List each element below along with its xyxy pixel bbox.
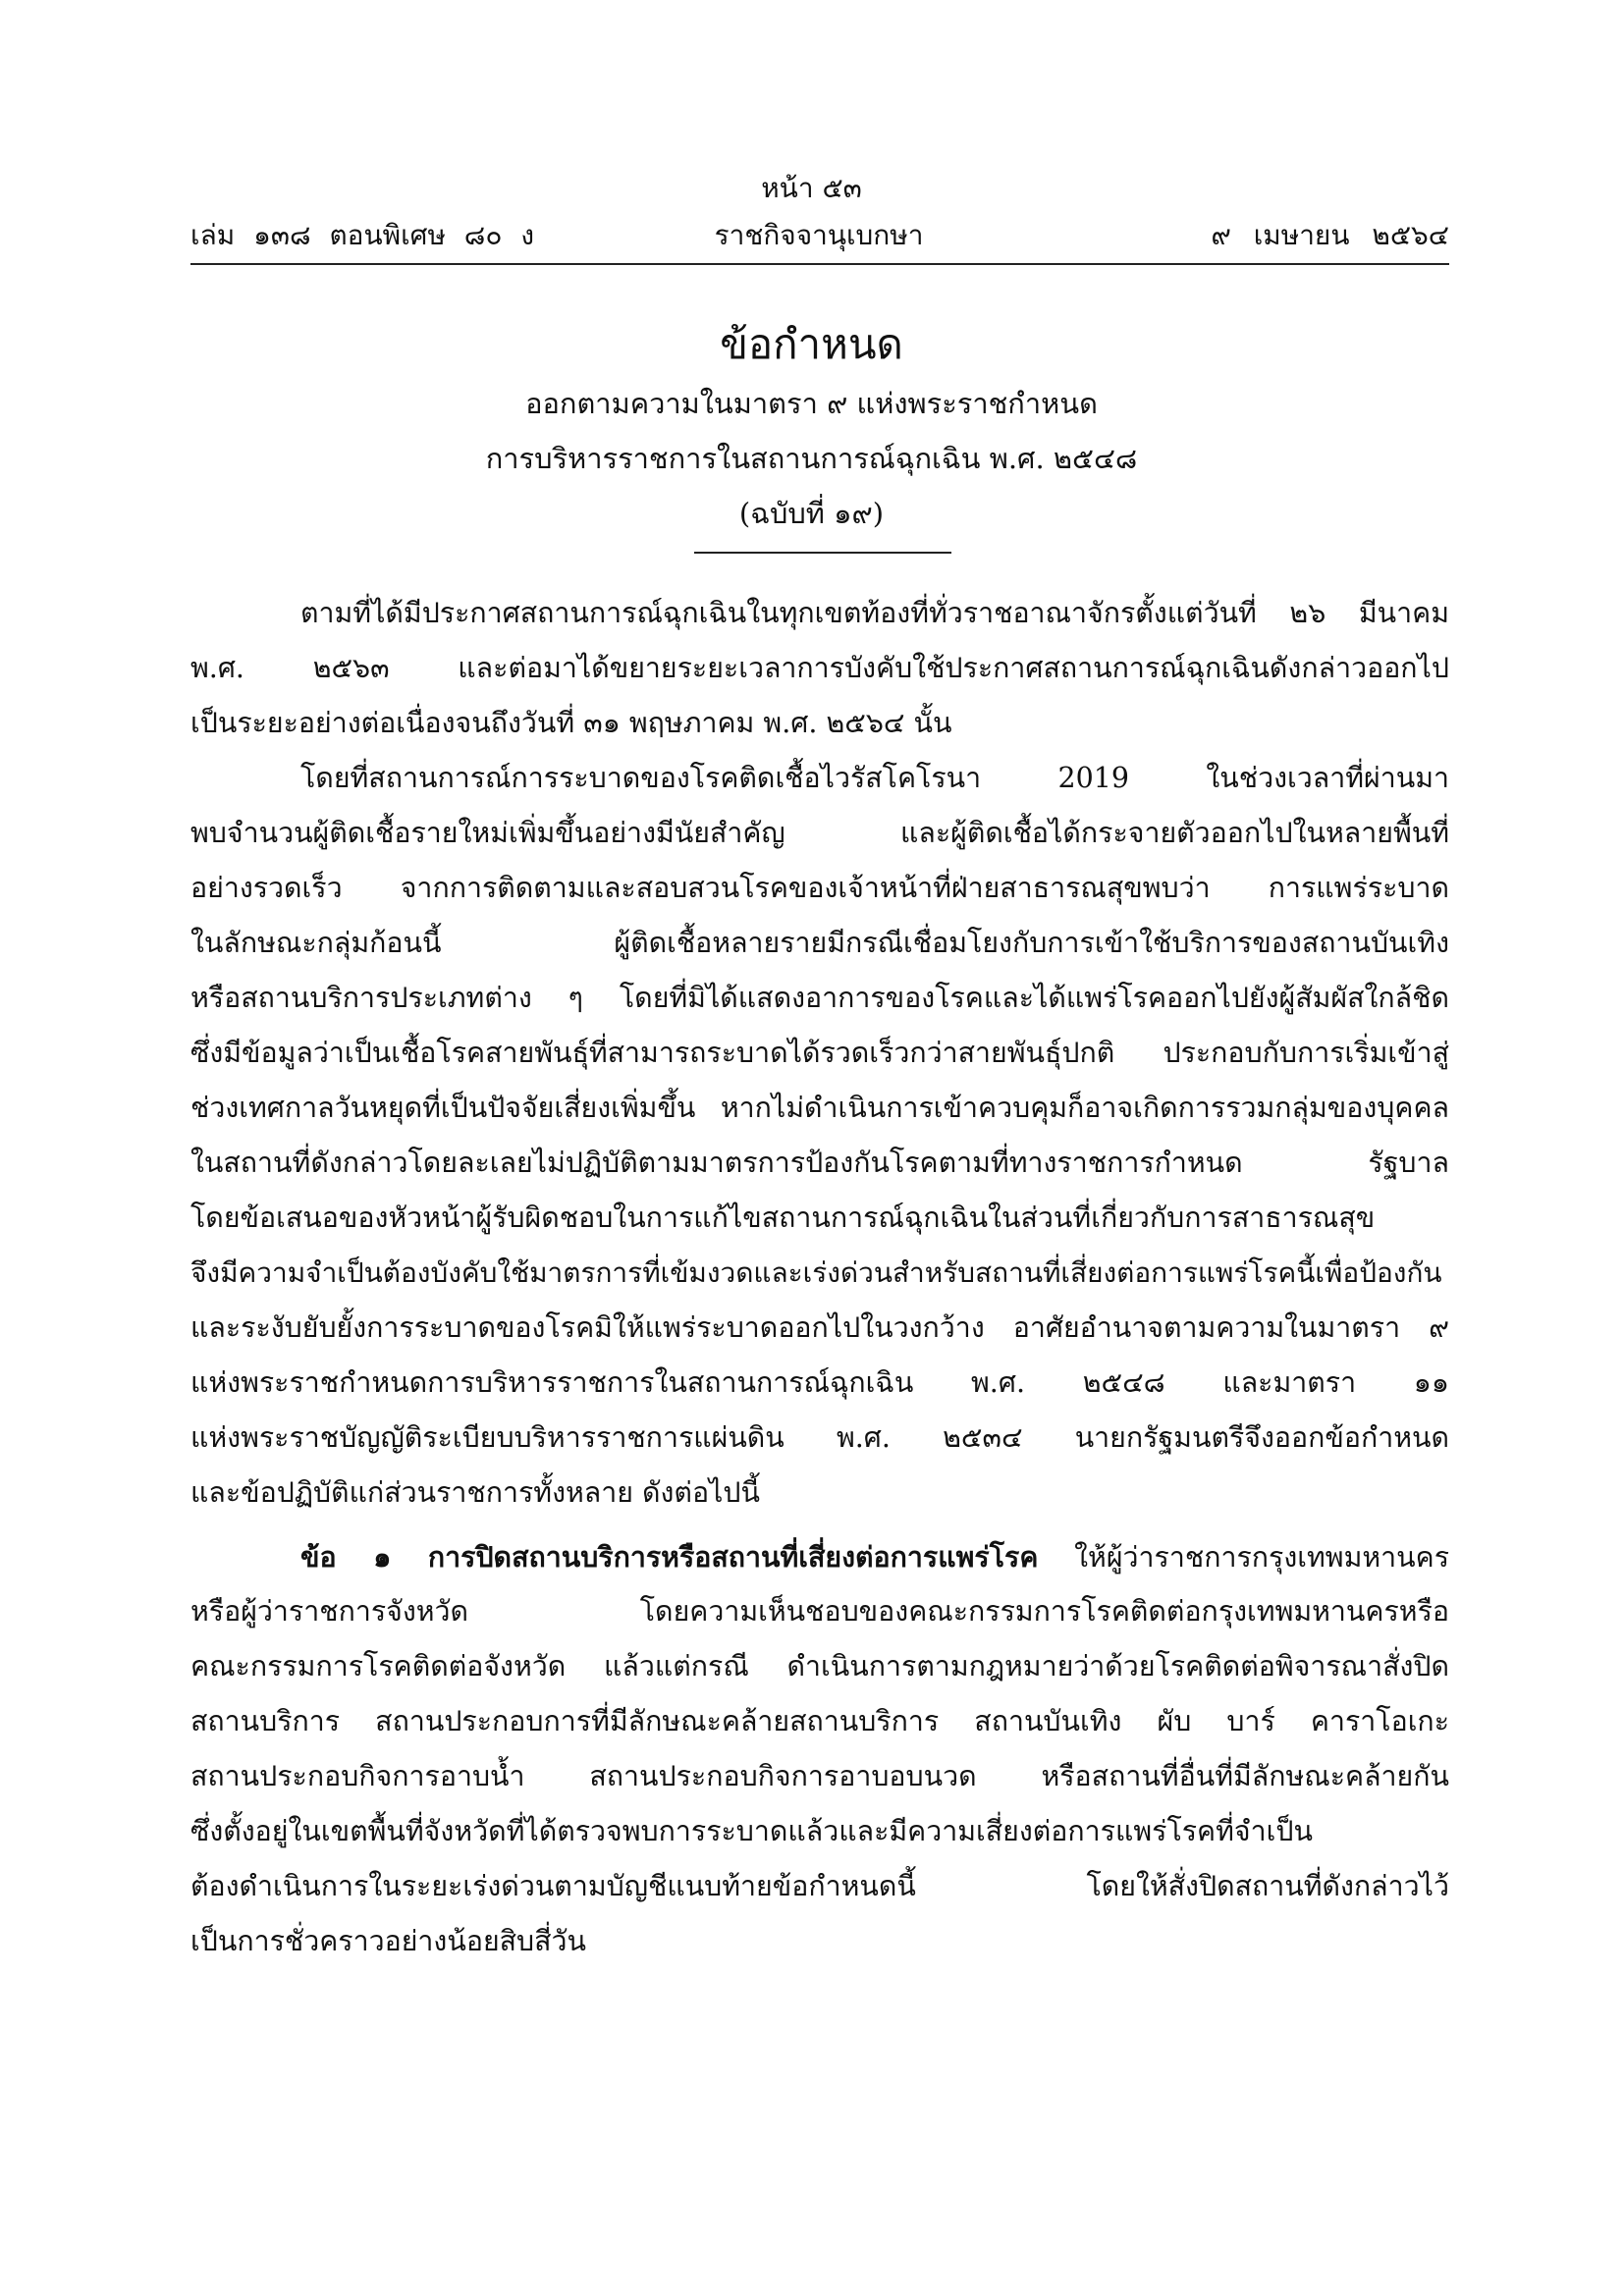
document-title: ข้อกำหนด [720, 320, 903, 368]
subtitle-line: การบริหารราชการในสถานการณ์ฉุกเฉิน พ.ศ. ๒๕๔๘ [485, 442, 1138, 475]
paragraph-line: พบจำนวนผู้ติดเชื้อรายใหม่เพิ่มขึ้นอย่างมีนัยสำคัญ และผู้ติดเชื้อได้กระจายตัวออกไปในหลายพื้นที่ [190, 817, 1449, 849]
subtitle-line: (ฉบับที่ ๑๙) [738, 497, 885, 530]
clause-line: หรือผู้ว่าราชการจังหวัด โดยความเห็นชอบของคณะกรรมการโรคติดต่อกรุงเทพมหานครหรือ [190, 1595, 1449, 1628]
paragraph-line: โดยที่สถานการณ์การระบาดของโรคติดเชื้อไวรัสโคโรนา 2019 ในช่วงเวลาที่ผ่านมา [300, 762, 1449, 794]
paragraph-line: อย่างรวดเร็ว จากการติดตามและสอบสวนโรคของเจ้าหน้าที่ฝ่ายสาธารณสุขพบว่า การแพร่ระบาด [190, 872, 1449, 904]
clause-line: คณะกรรมการโรคติดต่อจังหวัด แล้วแต่กรณี ดำเนินการตามกฎหมายว่าด้วยโรคติดต่อพิจารณาสั่งปิด [190, 1650, 1449, 1682]
clause-line: ซึ่งตั้งอยู่ในเขตพื้นที่จังหวัดที่ได้ตรวจพบการระบาดแล้วและมีความเสี่ยงต่อการแพร่โรคที่จำเป็น [190, 1815, 1313, 1847]
clause-1-first-line [300, 1537, 1449, 1577]
paragraph-line: โดยข้อเสนอของหัวหน้าผู้รับผิดชอบในการแก้ไขสถานการณ์ฉุกเฉินในส่วนที่เกี่ยวกับการสาธารณสุข [190, 1201, 1376, 1234]
paragraph-line: ซึ่งมีข้อมูลว่าเป็นเชื้อโรคสายพันธุ์ที่สามารถระบาดได้รวดเร็วกว่าสายพันธุ์ปกติ ประกอบกับการเริ่มเข้าสู่ [190, 1037, 1449, 1069]
paragraph-line: ช่วงเทศกาลวันหยุดที่เป็นปัจจัยเสี่ยงเพิ่มขึ้น หากไม่ดำเนินการเข้าควบคุมก็อาจเกิดการรวมกลุ่มของบุคคล [190, 1092, 1449, 1124]
paragraph-line: พ.ศ. ๒๕๖๓ และต่อมาได้ขยายระยะเวลาการบังคับใช้ประกาศสถานการณ์ฉุกเฉินดังกล่าวออกไป [190, 652, 1449, 684]
paragraph-line: เป็นระยะอย่างต่อเนื่องจนถึงวันที่ ๓๑ พฤษภาคม พ.ศ. ๒๕๖๔ นั้น [190, 707, 952, 739]
gazette-header [190, 214, 1449, 253]
subtitle-line: ออกตามความในมาตรา ๙ แห่งพระราชกำหนด [525, 387, 1098, 420]
volume-info: เล่ม ๑๓๘ ตอนพิเศษ ๘๐ ง [190, 219, 535, 251]
clause-1-heading: ข้อ ๑ การปิดสถานบริการหรือสถานที่เสี่ยงต่อการแพร่โรค [300, 1540, 1039, 1574]
header-divider [190, 263, 1449, 265]
clause-line: เป็นการชั่วคราวอย่างน้อยสิบสี่วัน [190, 1925, 587, 1957]
paragraph-line: จึงมีความจำเป็นต้องบังคับใช้มาตรการที่เข้มงวดและเร่งด่วนสำหรับสถานที่เสี่ยงต่อการแพร่โรคนี้เพื่อป้องกัน [190, 1256, 1442, 1289]
paragraph-line: หรือสถานบริการประเภทต่าง ๆ โดยที่มิได้แสดงอาการของโรคและได้แพร่โรคออกไปยังผู้สัมผัสใกล้ชิด [190, 982, 1449, 1014]
clause-line: สถานประกอบกิจการอาบน้ำ สถานประกอบกิจการอาบอบนวด หรือสถานที่อื่นที่มีลักษณะคล้ายกัน [190, 1760, 1449, 1792]
paragraph-line: ในลักษณะกลุ่มก้อนนี้ ผู้ติดเชื้อหลายรายมีกรณีเชื่อมโยงกับการเข้าใช้บริการของสถานบันเทิง [190, 927, 1449, 959]
clause-line: สถานบริการ สถานประกอบการที่มีลักษณะคล้ายสถานบริการ สถานบันเทิง ผับ บาร์ คาราโอเกะ [190, 1705, 1449, 1737]
clause-1-text: ให้ผู้ว่าราชการกรุงเทพมหานคร [1074, 1541, 1449, 1574]
publication-date: ๙ เมษายน ๒๕๖๔ [1211, 219, 1449, 251]
paragraph-line: และข้อปฏิบัติแก่ส่วนราชการทั้งหลาย ดังต่อไปนี้ [190, 1476, 760, 1509]
title-divider [694, 552, 951, 554]
paragraph-line: แห่งพระราชบัญญัติระเบียบบริหารราชการแผ่นดิน พ.ศ. ๒๕๓๔ นายกรัฐมนตรีจึงออกข้อกำหนด [190, 1421, 1449, 1454]
paragraph-line: และระงับยับยั้งการระบาดของโรคมิให้แพร่ระบาดออกไปในวงกว้าง อาศัยอำนาจตามความในมาตรา ๙ [190, 1311, 1449, 1344]
publication-name: ราชกิจจานุเบกษา [714, 219, 924, 251]
paragraph-line: ตามที่ได้มีประกาศสถานการณ์ฉุกเฉินในทุกเขตท้องที่ทั่วราชอาณาจักรตั้งแต่วันที่ ๒๖ มีนาคม [300, 597, 1449, 629]
paragraph-line: ในสถานที่ดังกล่าวโดยละเลยไม่ปฏิบัติตามมาตรการป้องกันโรคตามที่ทางราชการกำหนด รัฐบาล [190, 1147, 1449, 1179]
page-number: หน้า ๕๓ [761, 172, 862, 204]
clause-line: ต้องดำเนินการในระยะเร่งด่วนตามบัญชีแนบท้ายข้อกำหนดนี้ โดยให้สั่งปิดสถานที่ดังกล่าวไว้ [190, 1870, 1449, 1902]
paragraph-line: แห่งพระราชกำหนดการบริหารราชการในสถานการณ์ฉุกเฉิน พ.ศ. ๒๕๔๘ และมาตรา ๑๑ [190, 1366, 1449, 1399]
